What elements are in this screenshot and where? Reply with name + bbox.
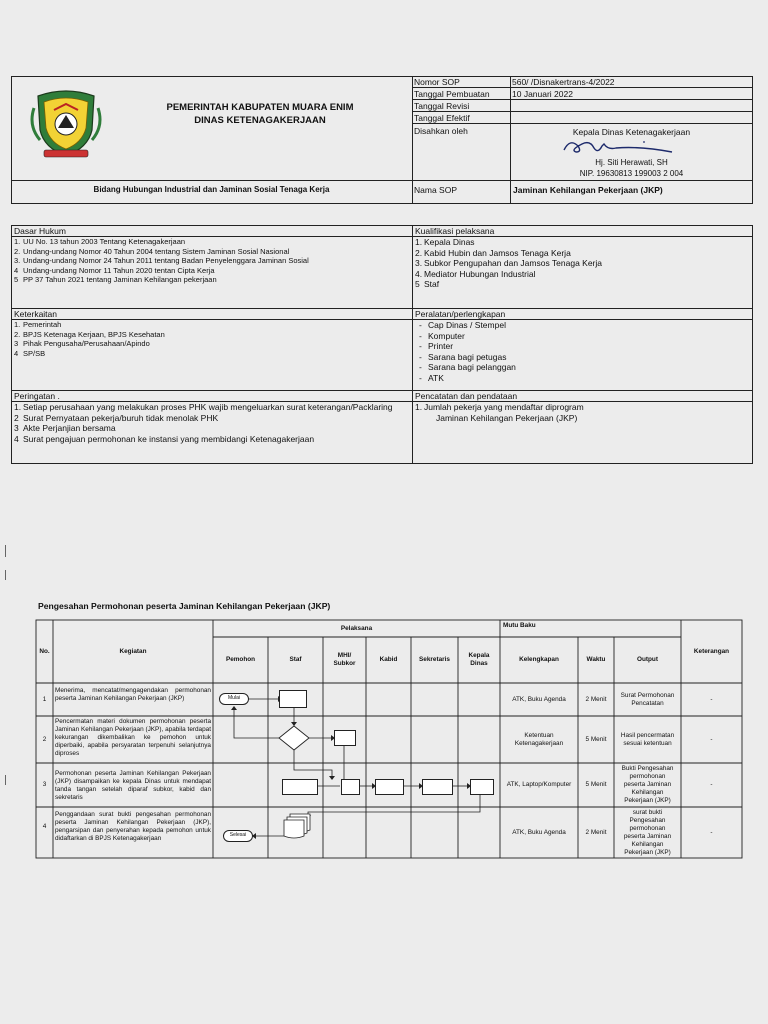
col-header-kegiatan: Kegiatan [119,647,147,655]
list-item: 4. Mediator Hubungan Industrial [415,268,536,279]
table-row-kelengkapan: ATK, Buku Agenda [512,828,566,836]
flow-end-terminator: Selesai [223,830,253,842]
list-item: 2. Kabid Hubin dan Jamsos Tenaga Kerja [415,247,571,258]
table-row-output: surat bukti Pengesahan permohonan peserta Jaminan Kehilangan Pekerjaan (JKP) [623,808,672,856]
table-row-keterangan: - [710,695,713,703]
flow-process-sekretaris-3 [422,779,453,795]
recording-title: Pencatatan dan pendataan [413,391,752,402]
table-row-output: Bukti Pengesahan permohonan peserta Jaminan Kehilangan Pekerjaan (JKP) [621,765,674,804]
flow-process-staf-3 [282,779,318,795]
table-row-no: 4 [42,823,47,830]
list-item: 4 Undang-undang Nomor 11 Tahun 2020 tentan Cipta Kerja [14,265,215,275]
list-item: 3 Akte Perjanjian bersama [14,423,116,434]
flow-process-mhi-3 [341,779,360,795]
list-item: 5 PP 37 Tahun 2021 tentang Jaminan Kehilangan pekerjaan [14,275,217,285]
list-item: - Printer [419,341,454,352]
list-item: 1. UU No. 13 tahun 2003 Tentang Ketenagakerjaan [14,237,186,246]
warning-title: Peringatan . [12,391,412,402]
actor-sekretaris: Sekretaris [419,656,450,663]
table-row-kelengkapan: ATK, Buku Agenda [512,695,566,703]
flow-process-staf-1 [279,690,307,708]
table-row-no: 1 [42,695,47,703]
table-row-kelengkapan: ATK, Laptop/Komputer [506,781,572,788]
list-item: 1. Setiap perusahaan yang melakukan proses PHK wajib mengeluarkan surat keterangan/Packlaring [14,402,393,412]
flow-start-terminator: Mulai [219,693,249,705]
col-header-kelengkapan: Kelengkapan [519,656,559,663]
list-item: - ATK [419,372,444,383]
actor-pemohon: Pemohon [225,656,256,663]
list-item: 5 Staf [415,279,440,290]
unit-name: Bidang Hubungan Industrial dan Jaminan Sosial Tenaga Kerja [93,185,330,194]
meta-value-nomor-sop: 560/ /Disnakertrans-4/2022 [510,76,753,88]
list-item: 2 Surat Pernyataan pekerja/buruh tidak menolak PHK [14,412,219,423]
list-item: 1. Pemerintah [14,320,62,329]
flow-process-kabid-3 [375,779,404,795]
col-header-waktu: Waktu [586,656,606,663]
government-name: PEMERINTAH KABUPATEN MUARA ENIM [166,102,354,113]
actor-kepala-dinas: Kepala Dinas [468,652,490,667]
table-row-waktu: 2 Menit [585,695,607,703]
table-row-kegiatan: Pencermatan materi dokumen permohonan peserta Jaminan Kehilangan Pekerjaan (JKP), apabila terdapat kekurangan dikembalikan ke pemohon untuk diperbaiki, apabila persyaratan terpenuhi selanjutnya diproses [55,718,211,757]
table-row-kegiatan: Menerima, mencatat/mengagendakan permohonan peserta Jaminan Kehilangan Pekerjaan (JKP) [55,687,211,702]
col-header-no: No. [39,647,50,655]
list-item: 2. Undang-undang Nomor 40 Tahun 2004 tentang Sistem Jaminan Sosial Nasional [14,246,290,256]
sop-name-label: Nama SOP [414,185,457,195]
meta-label-tanggal-revisi: Tanggal Revisi [412,100,511,112]
table-row-keterangan: - [710,828,713,836]
list-item: 1. Kepala Dinas [415,237,475,247]
col-header-mutu-baku: Mutu Baku [503,622,536,629]
list-item: 4 Surat pengajuan permohonan ke instansi yang membidangi Ketenagakerjaan [14,433,315,444]
table-row-waktu: 5 Menit [585,781,607,788]
col-header-output: Output [637,656,658,663]
list-item: 3. Undang-undang Nomor 24 Tahun 2011 tentang Badan Penyelenggara Jaminan Sosial [14,256,309,266]
approver-name: Hj. Siti Herawati, SH [595,158,668,167]
equipment-title: Peralatan/perlengkapan [413,309,752,320]
actor-mhi-subkor: MHI/ Subkor [333,652,356,667]
meta-label-tanggal-pembuatan: Tanggal Pembuatan [412,88,511,100]
table-row-no: 2 [42,735,47,743]
list-item: - Komputer [419,330,465,341]
actor-staf: Staf [289,656,302,663]
list-item: 3. Subkor Pengupahan dan Jamsos Tenaga Kerja [415,258,602,269]
approved-by-label: Disahkan oleh [414,126,468,136]
flow-process-mhi-2 [334,730,356,746]
list-item: 2. BPJS Ketenaga Kerjaan, BPJS Kesehatan [14,329,165,339]
table-row-kelengkapan: Ketentuan Ketenagakerjaan [514,731,564,747]
sop-name: Jaminan Kehilangan Pekerjaan (JKP) [513,185,663,195]
approver-title: Kepala Dinas Ketenagakerjaan [572,127,691,137]
list-item: 3 Pihak Pengusaha/Perusahaan/Apindo [14,339,150,349]
qualification-title: Kualifikasi pelaksana [413,226,752,237]
approver-nip: NIP. 19630813 199003 2 004 [579,169,684,178]
list-item: Jaminan Kehilangan Pekerjaan (JKP) [436,412,578,423]
department-name: DINAS KETENAGAKERJAAN [194,115,326,126]
table-row-waktu: 5 Menit [585,735,607,743]
list-item: - Cap Dinas / Stempel [419,320,506,330]
list-item: - Sarana bagi petugas [419,351,507,362]
relation-title: Keterkaitan [12,309,412,320]
list-item: 4 SP/SB [14,348,46,358]
table-row-kegiatan: Permohonan peserta Jaminan Kehilangan Pekerjaan (JKP) disampaikan ke kepala Dinas untuk mendapat tanda tangan setelah diparaf subkor, kabid dan sekretaris [55,770,211,801]
meta-label-tanggal-efektif: Tanggal Efektif [412,112,511,124]
legal-basis-title: Dasar Hukum [12,226,412,237]
col-header-keterangan: Keterangan [693,647,730,655]
table-row-output: Surat Permohonan Pencatatan [620,691,675,707]
table-row-no: 3 [42,781,47,788]
flow-process-kadis-3 [470,779,494,795]
table-row-waktu: 2 Menit [585,828,607,836]
table-row-output: Hasil pencermatan sesuai ketentuan [620,731,675,747]
meta-value-tanggal-pembuatan: 10 Januari 2022 [510,88,753,100]
meta-label-nomor-sop: Nomor SOP [412,76,511,88]
col-header-pelaksana: Pelaksana [340,624,373,632]
table-row-keterangan: - [710,781,713,788]
table-row-kegiatan: Penggandaan surat bukti pengesahan permohonan peserta Jaminan Kehilangan Pekerjaan (JKP), pengarsipan dan penyerahan kepada pemohon untuk didaftarkan di BPJS Ketenagakerjaan [55,811,211,842]
table-row-keterangan: - [710,735,713,743]
list-item: 1. Jumlah pekerja yang mendaftar diprogram [415,402,584,412]
actor-kabid: Kabid [379,656,398,663]
procedure-title: Pengesahan Permohonan peserta Jaminan Kehilangan Pekerjaan (JKP) [38,601,331,611]
list-item: - Sarana bagi pelanggan [419,362,516,373]
